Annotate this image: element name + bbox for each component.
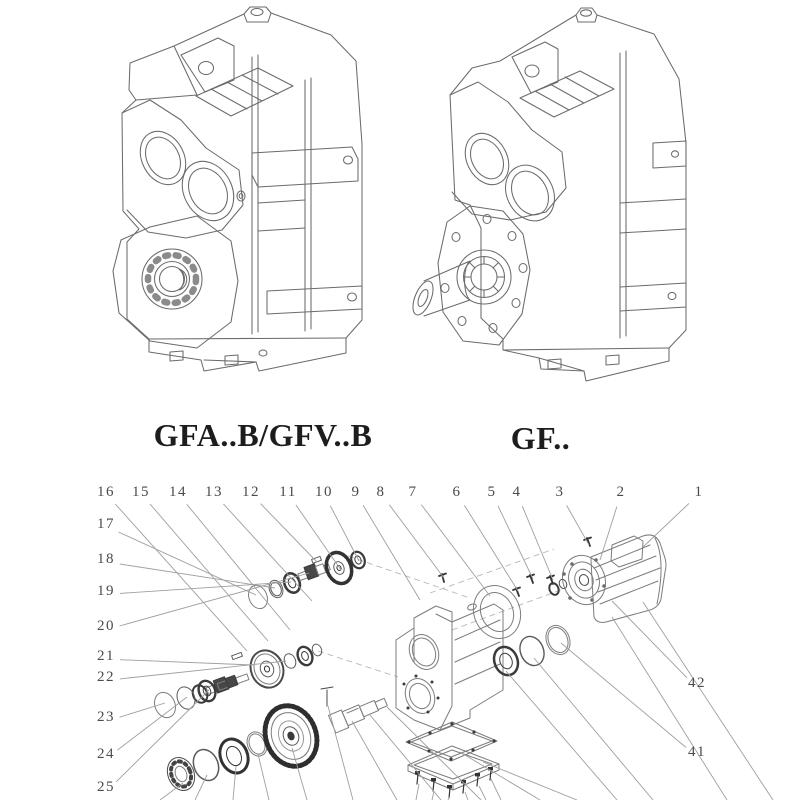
- housing-bore-lower: [400, 674, 440, 718]
- bearing-rollers: [148, 255, 196, 303]
- callout-leader-16: [115, 504, 247, 651]
- callout-number-2: 2: [616, 484, 626, 500]
- motor: [556, 535, 666, 623]
- terminal-box: [611, 536, 643, 567]
- circlip: [267, 578, 286, 600]
- right-figure-label: GF..: [510, 420, 571, 456]
- callout-number-13: 13: [205, 484, 223, 500]
- gear-disc: [245, 645, 289, 692]
- callout-number-17: 17: [97, 516, 115, 532]
- callout-number-5: 5: [487, 484, 497, 500]
- left-figure-label: GFA..B/GFV..B: [153, 417, 373, 453]
- mounting-rails: [252, 55, 311, 334]
- callout-number-23: 23: [97, 709, 115, 725]
- lifting-boss: [244, 13, 271, 22]
- snap-ring: [516, 633, 549, 669]
- snap-ring: [189, 746, 223, 785]
- screws: [439, 538, 591, 597]
- cutoff-leader-14: [612, 617, 727, 800]
- phantom-axis-lines: [318, 549, 566, 677]
- callout-number-25: 25: [97, 779, 115, 795]
- intermediate-shaft-assembly: [190, 643, 323, 705]
- input-shaft-assembly: [245, 549, 367, 612]
- cutoff-leader-20: [479, 786, 486, 800]
- housing-bore-upper: [408, 634, 440, 669]
- callout-number-12: 12: [242, 484, 260, 500]
- cutoff-leader-21: [491, 779, 501, 800]
- mounting-rails: [620, 51, 626, 338]
- callout-number-8: 8: [376, 484, 386, 500]
- callout-number-16: 16: [97, 484, 115, 500]
- callout-number-6: 6: [452, 484, 462, 500]
- callout-number-11: 11: [279, 484, 297, 500]
- callout-number-15: 15: [132, 484, 150, 500]
- callout-leader-23: [120, 703, 165, 717]
- callout-leader-2: [600, 507, 617, 561]
- cutoff-leader-7: [352, 721, 397, 800]
- cutoff-leader-8: [370, 715, 441, 800]
- callout-leader-11: [296, 505, 341, 570]
- cutoff-leader-1: [160, 783, 183, 800]
- callout-number-24: 24: [97, 746, 115, 762]
- callout-number-14: 14: [169, 484, 187, 500]
- output-face: [113, 216, 238, 348]
- gasket-and-pan: [406, 722, 499, 798]
- cutoff-leader-17: [432, 791, 434, 800]
- end-bolt: [321, 687, 333, 706]
- callout-leader-7: [421, 505, 490, 596]
- callout-leader-1: [643, 503, 689, 547]
- callout-number-42: 42: [688, 675, 706, 691]
- callout-number-10: 10: [315, 484, 333, 500]
- callout-number-9: 9: [351, 484, 361, 500]
- cutoff-leader-2: [195, 775, 207, 800]
- callout-leader-22: [120, 661, 286, 679]
- exploded-parts-diagram: [97, 484, 773, 800]
- callout-leader-15: [150, 504, 268, 641]
- callout-number-19: 19: [97, 583, 115, 599]
- bearing: [490, 643, 522, 679]
- callout-number-41: 41: [688, 744, 706, 760]
- motor-shaft: [578, 573, 590, 586]
- callout-leader-41: [561, 643, 686, 748]
- callout-number-22: 22: [97, 669, 115, 685]
- gearbox-housing: [396, 603, 503, 730]
- bearing: [281, 571, 302, 595]
- right-gearbox-drawing: [409, 8, 686, 381]
- callout-number-3: 3: [555, 484, 565, 500]
- output-shaft-assembly: [163, 687, 390, 795]
- callout-leader-9: [363, 505, 420, 600]
- input-bore: [131, 123, 194, 192]
- cutoff-leader-16: [416, 784, 419, 800]
- callout-number-4: 4: [512, 484, 522, 500]
- callout-leader-12: [261, 504, 317, 562]
- input-bore: [457, 126, 518, 192]
- output-shaft: [424, 261, 470, 316]
- callout-number-1: 1: [694, 484, 704, 500]
- callout-number-21: 21: [97, 648, 115, 664]
- cutoff-leader-13: [534, 658, 653, 800]
- motor-body: [591, 535, 666, 623]
- callout-leader-14: [187, 504, 290, 630]
- callout-leader-4: [522, 506, 553, 580]
- callout-leader-21: [120, 660, 253, 665]
- callout-leader-24: [117, 697, 187, 750]
- shaft-key: [232, 652, 243, 659]
- output-flange: [438, 206, 530, 345]
- cutoff-leader-lines: [160, 602, 773, 800]
- cutoff-leader-6: [328, 706, 353, 800]
- callout-number-7: 7: [408, 484, 418, 500]
- intermediate-bore: [172, 152, 243, 229]
- callout-leader-3: [567, 506, 589, 546]
- callout-number-18: 18: [97, 551, 115, 567]
- left-gearbox-drawing: [113, 7, 362, 371]
- cutoff-leader-4: [258, 754, 269, 800]
- callout-layer: [97, 484, 706, 795]
- callout-number-20: 20: [97, 618, 115, 634]
- seal-cap: [151, 689, 179, 721]
- cutoff-leader-19: [465, 792, 468, 800]
- gasket: [406, 722, 497, 761]
- callout-leader-8: [389, 505, 444, 578]
